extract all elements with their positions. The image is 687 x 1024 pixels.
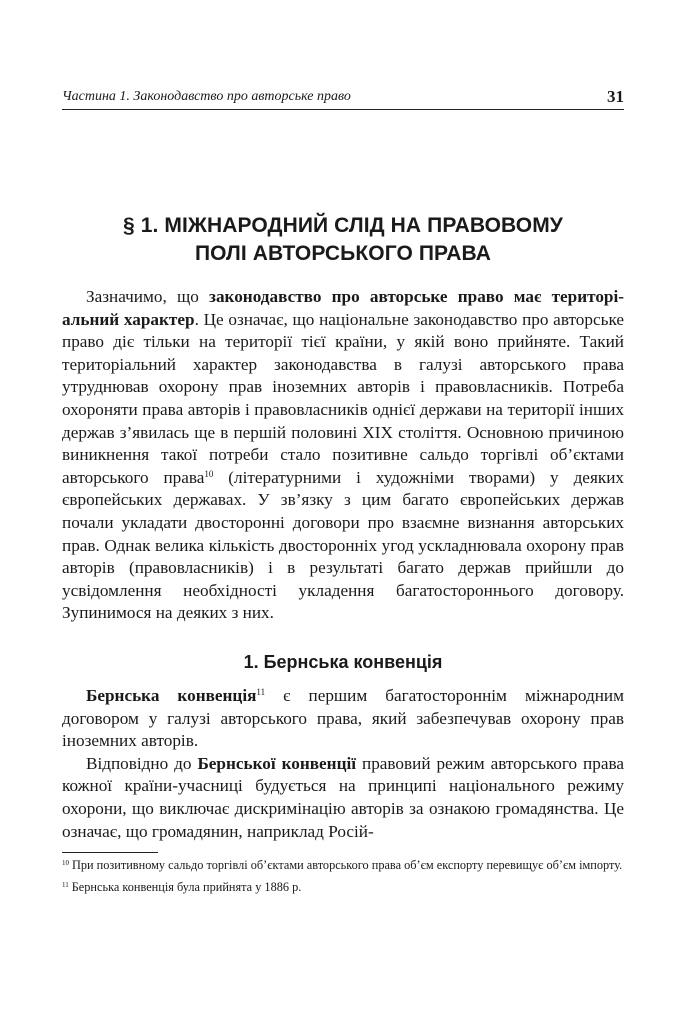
paragraph-intro-text-a: . Це означає, що національне законодавство про авторське право діє тільки на території тієї країни, у якій воно прийняте. Такий територіальний характер законодавства в галузі авторського права утруднював охорону прав іноземних авторів і правовласників. Потреба охороняти права авторів і правовласників однієї держави на території інших держав з’явилась ще в першій половині XIX століття. Основною причиною виникнення такої потреби стало позитивне сальдо торгівлі об’єктами авторського права: [62, 309, 624, 487]
section-heading-line-1: § 1. МІЖНАРОДНИЙ СЛІД НА ПРАВОВОМУ: [123, 214, 563, 237]
paragraph-intro-lead: Зазначимо, що: [86, 287, 210, 306]
paragraph-national-regime-text: правовий режим авторського права кожної країни-учасниці будується на принципі національного режиму охорони, що виключає дискримінацію авторів за ознакою громадянства. Це означає, що громадянин, наприклад Росій-: [62, 753, 624, 841]
page-number: 31: [607, 87, 624, 106]
section-heading-line-2: ПОЛІ АВТОРСЬКОГО ПРАВА: [194, 242, 492, 265]
intro-text-block: [62, 286, 624, 625]
footnote-divider: [62, 852, 158, 853]
footnote-ref-11[interactable]: 11: [256, 687, 266, 697]
footnote-10: [62, 857, 624, 873]
berne-text-block: [62, 685, 624, 843]
header-title: Частина 1. Законодавство про авторське право: [62, 89, 351, 104]
paragraph-intro-text-b: (літературними і художніми творами) у деяких європейських державах. У зв’язку з цим багато європейських держав почали укладати двосторонні договори про взаємне визнання авторських прав. Однак велика кількість двосторонніх угод ускладнювала охорону прав авторів (правовласників) і в результаті багато держав прийшли до усвідомлення необхідності укладення багатостороннього договору. Зупинимося на деяких з них.: [62, 467, 624, 623]
footnote-11: [62, 879, 624, 895]
berne-convention-emphasis: Бернська конвенція: [86, 686, 257, 705]
footnote-text: При позитивному сальдо торгівлі об’єктами авторського права об’єм експорту перевищує об’єм імпорту.: [72, 858, 623, 872]
running-header: [62, 89, 624, 110]
section-heading: [62, 212, 624, 268]
paragraph-national-regime-lead: Відповідно до: [86, 753, 198, 773]
footnote-text: Бернська конвенція була прийнята у 1886 р.: [71, 880, 302, 894]
paragraph-berne-definition-text: є першим багатостороннім міжнародним договором у галузі авторського права, який забезпечував охорону прав іноземних авторів.: [62, 686, 625, 751]
paragraph-berne-definition: [62, 685, 624, 753]
paragraph-intro: [62, 286, 624, 625]
berne-convention-emphasis-2: Бернської конвенції: [197, 753, 357, 773]
footnote-number: 10: [62, 859, 69, 867]
paragraph-national-regime: [62, 753, 624, 843]
subsection-heading: 1. Бернська конвенція: [243, 652, 443, 672]
footnotes: [62, 857, 624, 901]
footnote-number: 11: [62, 881, 69, 889]
territorial-character-emphasis: законодавство про авторське право має територіальний характер: [62, 287, 624, 329]
footnote-ref-10[interactable]: 10: [204, 468, 214, 479]
